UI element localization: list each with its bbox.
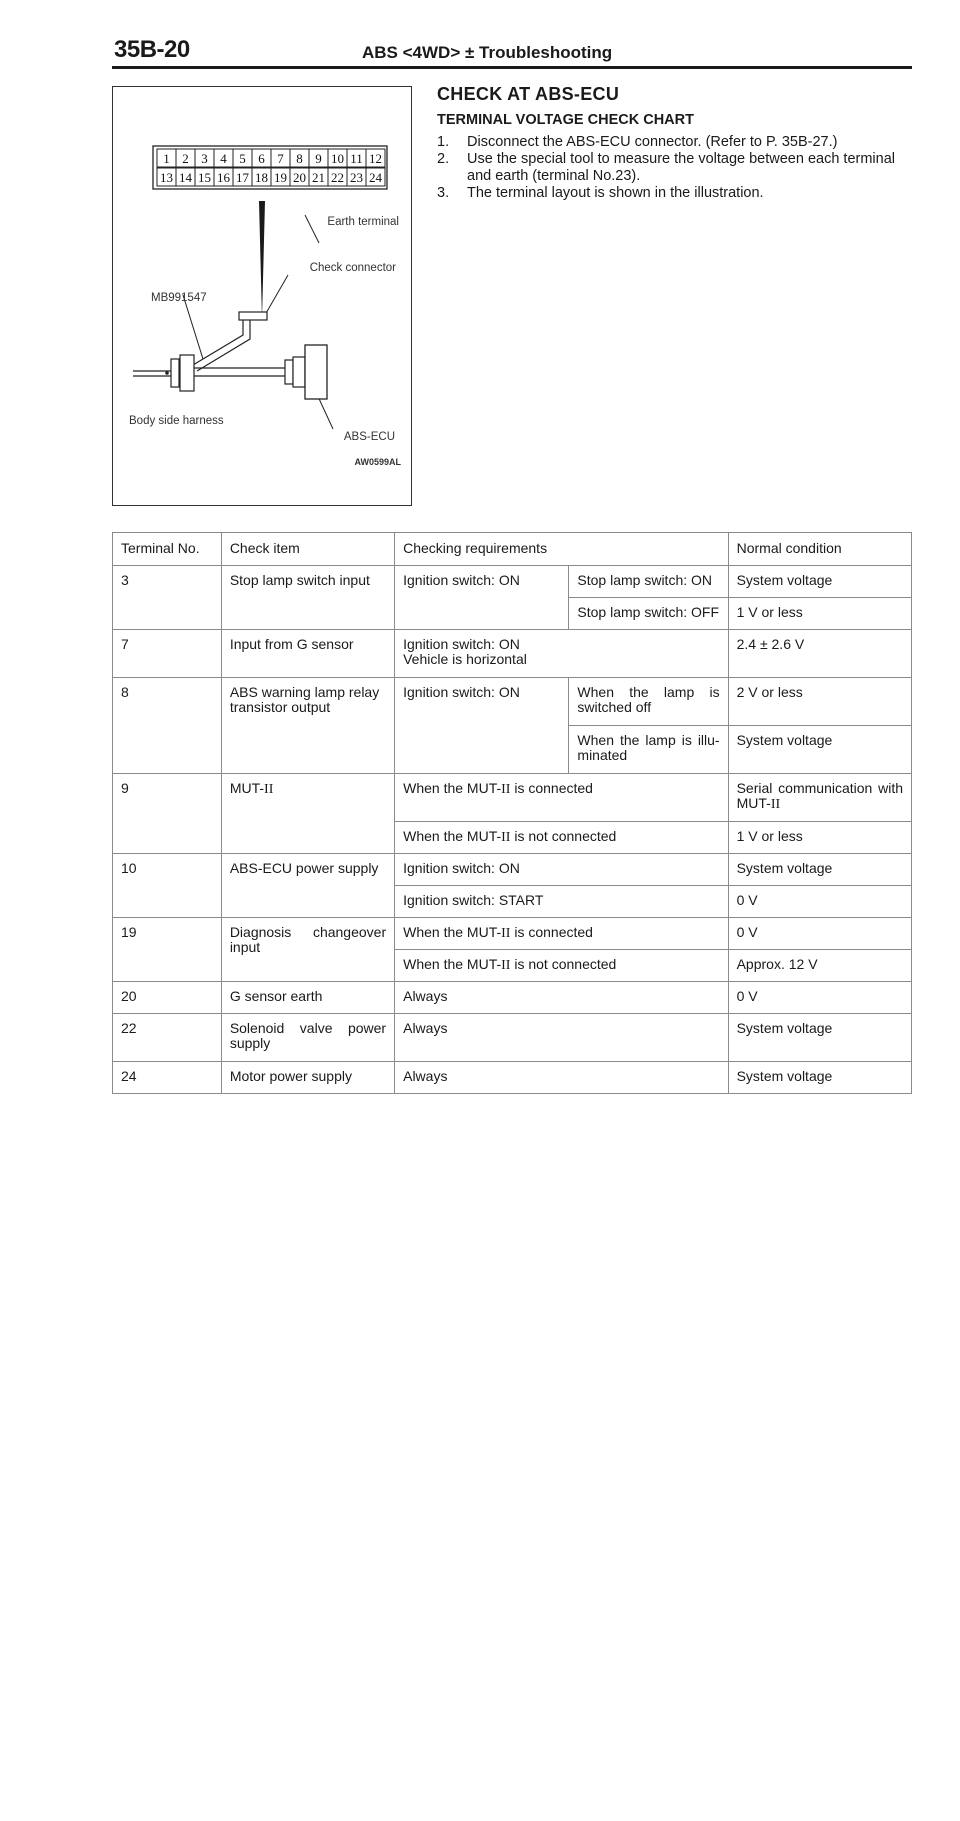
connector-pin-number: 1 (163, 151, 170, 166)
connector-pin-number: 22 (331, 170, 344, 185)
connector-pin-number: 21 (312, 170, 325, 185)
normal-condition: System voltage (728, 566, 911, 598)
table-row (113, 678, 912, 726)
figure-code: AW0599AL (354, 457, 401, 467)
header-terminal-no: Terminal No. (113, 533, 222, 566)
normal-condition: 0 V (728, 886, 911, 918)
connector-pin-number: 2 (182, 151, 189, 166)
terminal-no: 20 (113, 982, 222, 1014)
ecu-plug (285, 360, 293, 384)
normal-condition: System voltage (728, 1014, 911, 1062)
sub-requirement: Stop lamp switch: ON (569, 566, 728, 598)
requirement-text: When the MUT- (403, 780, 502, 796)
connector-pin-number: 8 (296, 151, 303, 166)
ecu-plug-housing (293, 357, 305, 387)
body-side-harness-label: Body side harness (129, 415, 224, 427)
check-item (221, 774, 394, 854)
normal-condition: 0 V (728, 982, 911, 1014)
connector-pin-number: 7 (277, 151, 284, 166)
roman-numeral: II (501, 926, 511, 941)
requirement-text: When the MUT- (403, 956, 502, 972)
connector-pin-number: 18 (255, 170, 268, 185)
requirement: Ignition switch: ON (395, 854, 728, 886)
procedure-steps (437, 134, 912, 202)
terminal-no: 3 (113, 566, 222, 630)
page-header (112, 34, 912, 68)
check-item: Stop lamp switch input (221, 566, 394, 630)
requirement: Always (395, 1062, 728, 1094)
step-number: 3. (437, 185, 450, 201)
tool-wire-b (197, 320, 250, 371)
header-normal-condition: Normal condition (728, 533, 911, 566)
pin-grid (157, 149, 385, 186)
check-connector (239, 312, 267, 320)
connector-pin-number: 19 (274, 170, 287, 185)
roman-numeral: II (501, 782, 511, 797)
sub-requirement: When the lamp is switched off (569, 678, 728, 726)
connector-pin-number: 13 (160, 170, 173, 185)
check-item: ABS warning lamp relay transistor output (221, 678, 394, 774)
section-title: ABS <4WD> ± Troubleshooting (362, 43, 613, 62)
requirement (395, 950, 728, 982)
requirement-text: is not connected (510, 828, 617, 844)
normal-condition: 0 V (728, 918, 911, 950)
terminal-no: 8 (113, 678, 222, 774)
harness-connector-female (180, 355, 194, 391)
connector-pin-number: 12 (369, 151, 382, 166)
header-rule (112, 66, 912, 69)
condition-text: Serial communication with MUT- (736, 780, 903, 811)
normal-condition: Approx. 12 V (728, 950, 911, 982)
requirement (395, 822, 728, 854)
normal-condition: 1 V or less (728, 598, 911, 630)
connector-pin-number: 15 (198, 170, 211, 185)
header-checking-requirements: Checking requirements (395, 533, 728, 566)
terminal-no: 7 (113, 630, 222, 678)
table-row (113, 774, 912, 822)
roman-numeral: II (501, 958, 511, 973)
terminal-no: 22 (113, 1014, 222, 1062)
page-number: 35B-20 (114, 36, 190, 63)
check-item: G sensor earth (221, 982, 394, 1014)
step-number: 2. (437, 151, 450, 167)
connector-pin-number: 17 (236, 170, 249, 185)
requirement: Ignition switch: ON (395, 566, 569, 630)
check-item-text: MUT- (229, 780, 265, 796)
procedure-step (437, 151, 912, 185)
requirement-line: Ignition switch: ON (403, 636, 520, 652)
requirement: Ignition switch: START (395, 886, 728, 918)
check-item: ABS-ECU power supply (221, 854, 394, 918)
check-item: Input from G sensor (221, 630, 394, 678)
terminal-no: 10 (113, 854, 222, 918)
connector-pin-number: 10 (331, 151, 344, 166)
connector-pin-number: 11 (350, 151, 363, 166)
requirement: Ignition switch: ON (395, 678, 569, 774)
step-number: 1. (437, 134, 450, 150)
connector-pin-number: 14 (179, 170, 192, 185)
terminal-no: 24 (113, 1062, 222, 1094)
step-text: The terminal layout is shown in the illustration. (467, 185, 764, 201)
table-row (113, 566, 912, 598)
check-item: Diagnosis changeover input (221, 918, 394, 982)
connector-pin-number: 20 (293, 170, 306, 185)
requirement: Always (395, 1014, 728, 1062)
requirement-text: is connected (510, 780, 593, 796)
normal-condition: System voltage (728, 854, 911, 886)
requirement-text: is not connected (510, 956, 617, 972)
abs-ecu-body (305, 345, 327, 399)
table-row (113, 854, 912, 886)
table-row (113, 1062, 912, 1094)
connector-pin-number: 5 (239, 151, 246, 166)
sub-requirement: When the lamp is illu- minated (569, 726, 728, 774)
check-item: Solenoid valve power supply (221, 1014, 394, 1062)
tool-label: MB991547 (151, 292, 207, 304)
tool-leader (183, 295, 203, 359)
normal-condition: 2 V or less (728, 678, 911, 726)
sub-requirement: Stop lamp switch: OFF (569, 598, 728, 630)
roman-numeral: II (770, 797, 781, 812)
requirement-text: When the MUT- (403, 924, 502, 940)
table-row (113, 982, 912, 1014)
requirement (395, 918, 728, 950)
step-text: Disconnect the ABS-ECU connector. (Refer to P. 35B-27.) (467, 134, 838, 150)
check-connector-leader (265, 275, 288, 315)
connector-pin-number: 3 (201, 151, 208, 166)
header-check-item: Check item (221, 533, 394, 566)
connector-pin-number: 23 (350, 170, 363, 185)
roman-numeral: II (264, 782, 274, 797)
harness-connector-male (171, 359, 179, 387)
normal-condition (728, 774, 911, 822)
step-text: Use the special tool to measure the voltage between each terminal and earth (terminal No.23). (467, 151, 895, 184)
earth-terminal-leader (305, 215, 319, 243)
connector-pin-number: 4 (220, 151, 227, 166)
table-row (113, 918, 912, 950)
body-harness-dot (165, 371, 169, 375)
connector-pin-number: 6 (258, 151, 265, 166)
procedure-step (437, 134, 912, 151)
requirement: Always (395, 982, 728, 1014)
roman-numeral: II (501, 830, 511, 845)
check-connector-label: Check connector (309, 262, 396, 274)
terminal-no: 9 (113, 774, 222, 854)
normal-condition: System voltage (728, 726, 911, 774)
terminal-no: 19 (113, 918, 222, 982)
table-header-row (113, 533, 912, 566)
connector-illustration (112, 86, 412, 506)
requirement-text: When the MUT- (403, 828, 502, 844)
requirement-text: is connected (510, 924, 593, 940)
connector-pin-number: 16 (217, 170, 230, 185)
normal-condition: System voltage (728, 1062, 911, 1094)
check-item: Motor power supply (221, 1062, 394, 1094)
normal-condition: 2.4 ± 2.6 V (728, 630, 911, 678)
earth-terminal-label: Earth terminal (327, 216, 399, 228)
procedure-step (437, 185, 912, 202)
requirement (395, 774, 728, 822)
abs-ecu-label: ABS-ECU (343, 431, 395, 443)
connector-pin-number: 9 (315, 151, 322, 166)
requirement-line: Vehicle is horizontal (403, 651, 527, 667)
normal-condition: 1 V or less (728, 822, 911, 854)
requirement (395, 630, 728, 678)
check-heading: CHECK AT ABS-ECU (437, 84, 620, 104)
terminal-voltage-table (112, 532, 912, 1094)
connector-pin-number: 24 (369, 170, 382, 185)
table-row (113, 1014, 912, 1062)
connector-diagram (113, 87, 411, 505)
chart-subheading: TERMINAL VOLTAGE CHECK CHART (437, 112, 694, 128)
table-row (113, 630, 912, 678)
earth-probe-pointer (259, 201, 265, 319)
